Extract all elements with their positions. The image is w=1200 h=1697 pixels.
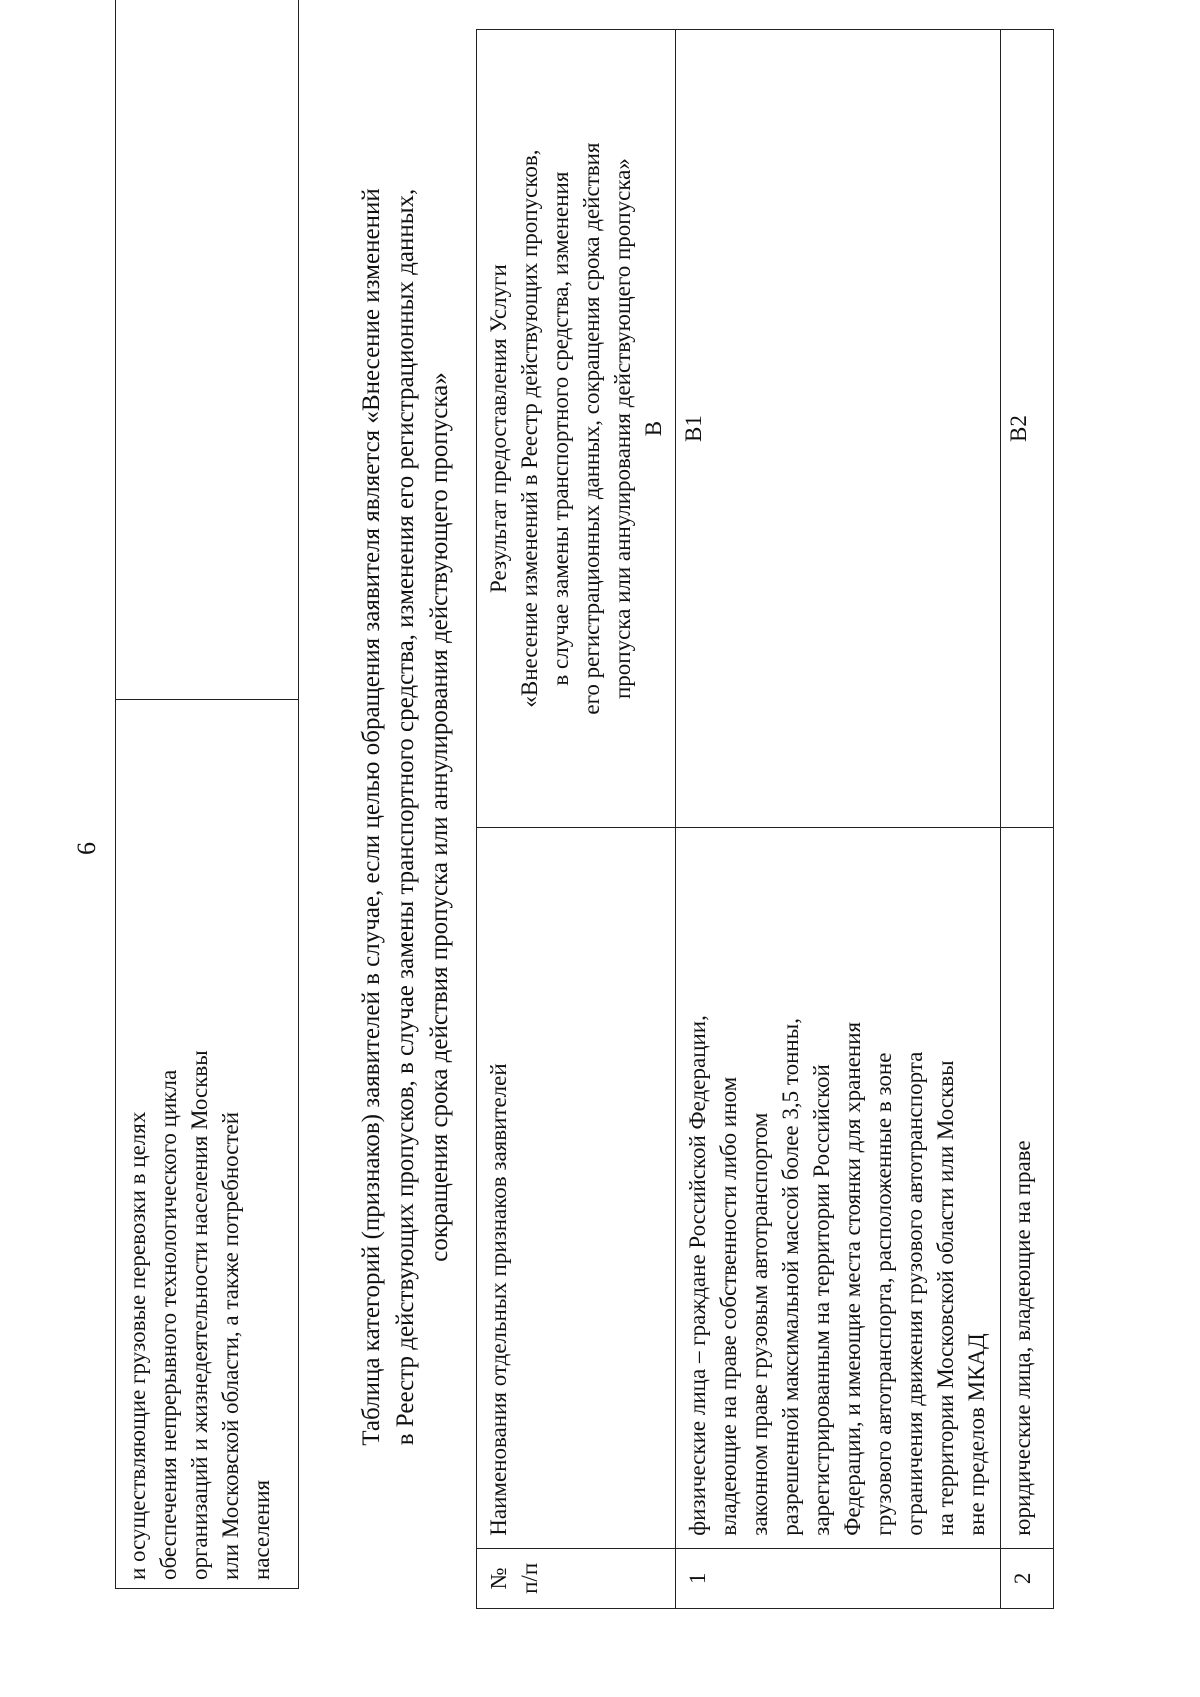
header-num-cell xyxy=(477,1548,676,1608)
header-result-line: его регистрационных данных, сокращения срока действия xyxy=(579,142,604,715)
name-line: ограничения движения грузового автотранспорта xyxy=(902,1051,927,1536)
header-result-line: В xyxy=(641,420,666,437)
header-name-cell: Наименования отдельных признаков заявителей xyxy=(477,828,676,1549)
name-line: грузового автотранспорта, расположенные в зоне xyxy=(871,1052,896,1536)
name-line: владеющие на праве собственности либо ином xyxy=(716,1076,741,1536)
text-line: населения xyxy=(249,1479,274,1580)
caption-line: Таблица категорий (признаков) заявителей в случае, если целью обращения заявителя является «Внесение изменений xyxy=(358,188,385,1446)
table-header-row xyxy=(477,30,676,1609)
table-caption xyxy=(355,107,457,1527)
text-line: обеспечения непрерывного технологического цикла xyxy=(156,1069,181,1580)
name-line: законном праве грузовым автотранспортом xyxy=(747,1112,772,1536)
name-line: вне пределов МКАД xyxy=(964,1333,989,1536)
name-line: Федерации, и имеющие места стоянки для хранения xyxy=(840,1021,865,1536)
table-row xyxy=(116,0,299,1589)
continuation-table xyxy=(115,0,299,1589)
row-num-cell: 1 xyxy=(676,1548,1001,1608)
name-line: разрешенной максимальной массой более 3,5 тонны, xyxy=(778,1018,803,1536)
row-result-cell: В2 xyxy=(1001,30,1054,828)
row-num-cell: 2 xyxy=(1001,1548,1054,1608)
header-result-line: «Внесение изменений в Реестр действующих пропусков, xyxy=(517,149,542,708)
header-result-line: пропуска или аннулирования действующего пропуска» xyxy=(610,158,635,700)
page-number: 6 xyxy=(72,842,101,855)
name-line: юридические лица, владеющие на праве xyxy=(1010,1140,1035,1536)
caption-line: в Реестр действующих пропусков, в случае замены транспортного средства, изменения его регистрационных данных, xyxy=(392,188,419,1446)
name-line: зарегистрированным на территории Российской xyxy=(809,1064,834,1536)
header-result-line: Результат предоставления Услуги xyxy=(486,264,511,593)
caption-line: сокращения срока действия пропуска или аннулирования действующего пропуска» xyxy=(426,372,453,1262)
row-name-cell xyxy=(1001,828,1054,1549)
header-result-line: в случае замены транспортного средства, изменения xyxy=(548,171,573,686)
table-row xyxy=(676,30,1001,1609)
header-result-cell xyxy=(477,30,676,828)
name-line: физические лица – граждане Российской Федерации, xyxy=(685,1015,710,1536)
continuation-empty-cell xyxy=(116,0,299,700)
applicant-categories-table xyxy=(476,29,1054,1609)
text-line: или Московской области, а также потребностей xyxy=(218,1111,243,1580)
header-num-label: п/п xyxy=(517,1562,542,1594)
row-result-cell: В1 xyxy=(676,30,1001,828)
text-line: организаций и жизнедеятельности населения Москвы xyxy=(187,1050,212,1580)
continuation-text-cell xyxy=(116,700,299,1589)
table-row xyxy=(1001,30,1054,1609)
row-name-cell xyxy=(676,828,1001,1549)
header-num-symbol: № xyxy=(486,1567,511,1590)
text-line: и осуществляющие грузовые перевозки в целях xyxy=(125,1111,150,1580)
name-line: на территории Московской области или Москвы xyxy=(933,1060,958,1536)
